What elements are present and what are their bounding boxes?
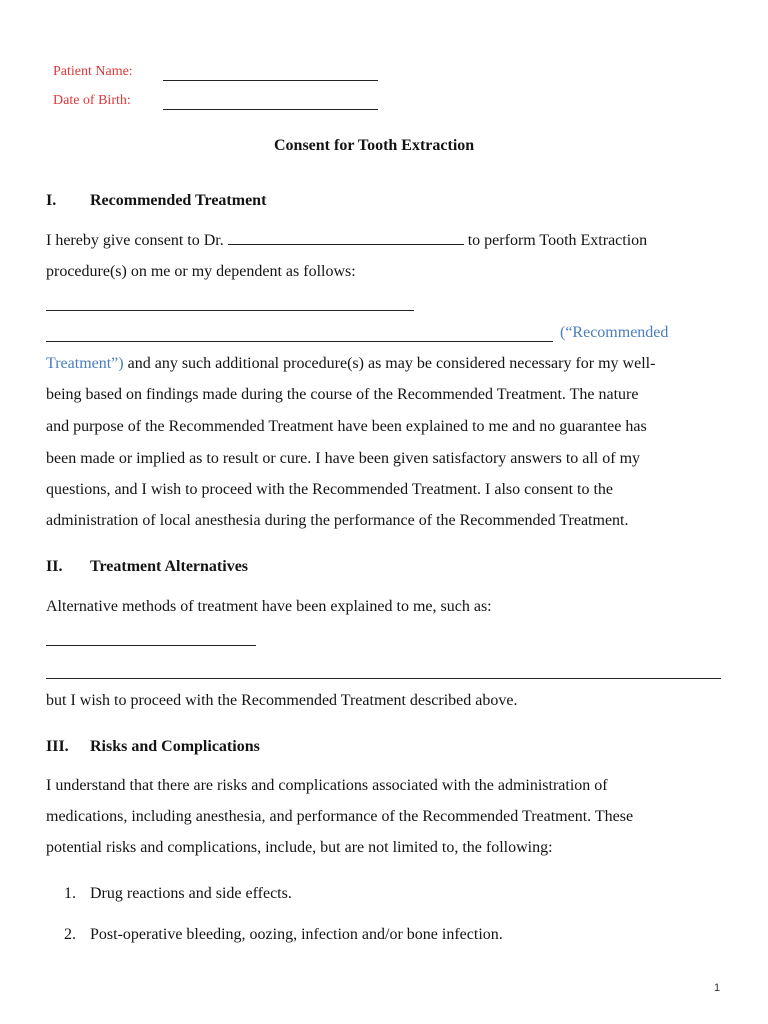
dob-label: Date of Birth: [53, 93, 131, 108]
paragraph-line: potential risks and complications, include, but are not limited to, the following: [46, 839, 553, 856]
text: to perform Tooth Extraction [467, 232, 648, 249]
list-number: 2. [64, 926, 76, 943]
paragraph-line: and purpose of the Recommended Treatment have been explained to me and no guarantee has [46, 418, 647, 435]
list-item [64, 925, 503, 945]
defined-term: Treatment”) [46, 355, 124, 372]
page-number: 1 [714, 982, 721, 994]
section-number: I. [46, 192, 57, 209]
text: and any such additional procedure(s) as may be considered necessary for my well- [127, 355, 656, 372]
procedure-field-1[interactable] [46, 310, 414, 311]
paragraph-line: but I wish to proceed with the Recommended Treatment described above. [46, 692, 518, 709]
paragraph-line: procedure(s) on me or my dependent as follows: [46, 263, 356, 280]
section-3-heading [46, 737, 260, 757]
alternatives-field-2[interactable] [46, 678, 721, 679]
doctor-name-field[interactable] [228, 230, 464, 245]
section-2-heading [46, 557, 248, 577]
paragraph-line: being based on findings made during the course of the Recommended Treatment. The nature [46, 386, 639, 403]
section-title: Treatment Alternatives [90, 558, 249, 575]
patient-name-field[interactable] [163, 80, 378, 81]
list-item [64, 884, 292, 904]
paragraph-line [46, 354, 655, 374]
section-number: II. [46, 558, 63, 575]
dob-field[interactable] [163, 109, 378, 110]
section-1-heading [46, 191, 266, 211]
paragraph-line: Alternative methods of treatment have been explained to me, such as: [46, 598, 492, 615]
text: I hereby give consent to Dr. [46, 232, 224, 249]
paragraph-line: medications, including anesthesia, and performance of the Recommended Treatment. These [46, 808, 634, 825]
list-text: Post-operative bleeding, oozing, infection and/or bone infection. [90, 926, 503, 943]
section-title: Recommended Treatment [90, 192, 267, 209]
paragraph-line: administration of local anesthesia during the performance of the Recommended Treatment. [46, 512, 629, 529]
defined-term: (“Recommended [560, 324, 669, 341]
procedure-field-2[interactable] [46, 341, 553, 342]
paragraph-line: been made or implied as to result or cure. I have been given satisfactory answers to all of my [46, 450, 641, 467]
alternatives-field-1[interactable] [46, 645, 256, 646]
paragraph-line: I understand that there are risks and complications associated with the administration of [46, 777, 608, 794]
paragraph-line [46, 230, 647, 251]
list-number: 1. [64, 885, 76, 902]
document-title: Consent for Tooth Extraction [274, 137, 475, 154]
section-title: Risks and Complications [90, 738, 260, 755]
section-number: III. [46, 738, 69, 755]
patient-name-label: Patient Name: [53, 64, 133, 79]
list-text: Drug reactions and side effects. [90, 885, 292, 902]
paragraph-line: questions, and I wish to proceed with the Recommended Treatment. I also consent to the [46, 481, 613, 498]
